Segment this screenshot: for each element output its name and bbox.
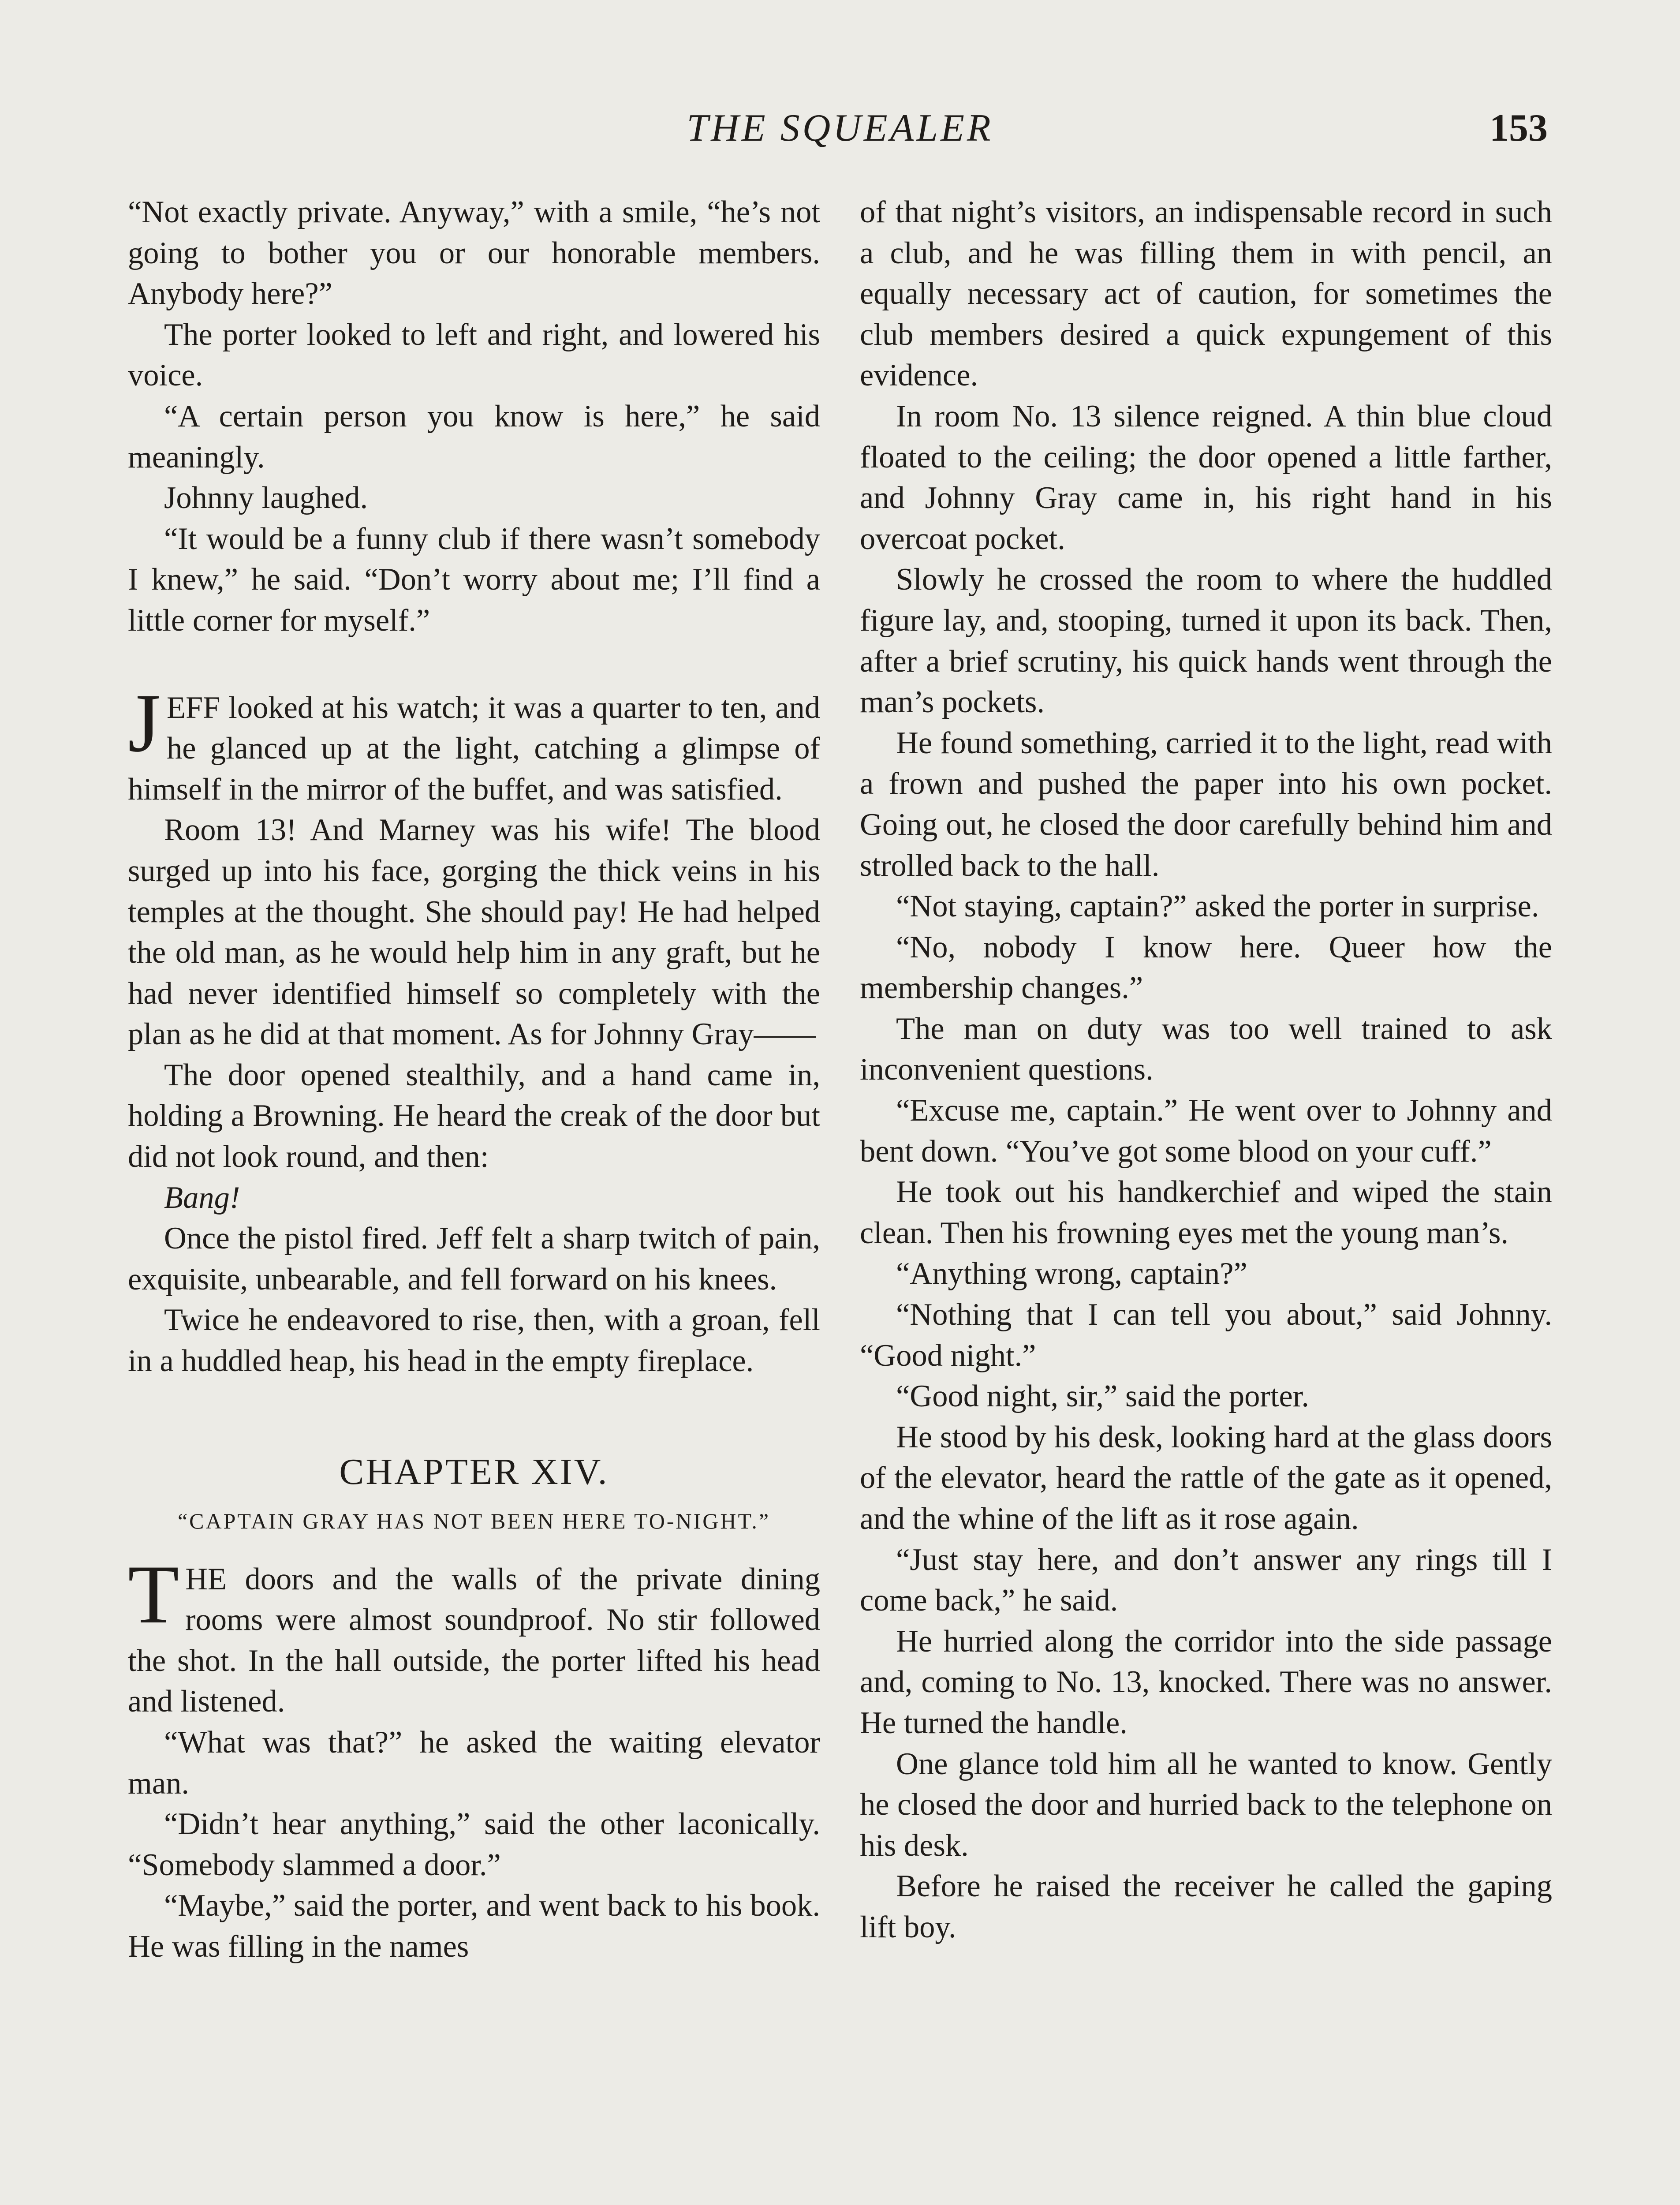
paragraph: Room 13! And Marney was his wife! The blood surged up into his face, gorging the thick veins in his temples at the thought. She should pay! He had helped the old man, as he would help him in any graft, but he had never identified himself so completely with the plan as he did at that moment. As for Johnny Gray——	[128, 813, 820, 1052]
paragraph: He took out his handkerchief and wiped the stain clean. Then his frowning eyes met the young man’s.	[860, 1175, 1552, 1250]
paragraph: “Not staying, captain?” asked the porter in surprise.	[896, 889, 1539, 924]
paragraph: “Anything wrong, captain?”	[896, 1256, 1247, 1291]
paragraph: He found something, carried it to the light, read with a frown and pushed the paper into his own pocket. Going out, he closed the door carefully behind him and strolled back to the hall.	[860, 725, 1552, 883]
paragraph: The door opened stealthily, and a hand came in, holding a Browning. He heard the creak of the door but did not look round, and then:	[128, 1058, 820, 1174]
drop-cap: J	[128, 676, 161, 770]
page-number: 153	[1490, 107, 1548, 149]
paragraph: “Maybe,” said the porter, and went back to his book. He was filling in the names	[128, 1888, 820, 1964]
paragraph: Twice he endeavored to rise, then, with a groan, fell in a huddled heap, his head in the empty fireplace.	[128, 1303, 820, 1379]
page-header	[0, 106, 1680, 168]
paragraph: He stood by his desk, looking hard at the glass doors of the elevator, heard the rattle of the gate as it opened, and the whine of the lift as it rose again.	[860, 1420, 1552, 1536]
running-title: THE SQUEALER	[687, 107, 993, 149]
paragraph: “Nothing that I can tell you about,” said Johnny. “Good night.”	[860, 1297, 1552, 1373]
exclamation-line: Bang!	[164, 1180, 240, 1215]
chapter-heading: CHAPTER XIV.	[339, 1451, 609, 1492]
paragraph: One glance told him all he wanted to know. Gently he closed the door and hurried back to the telephone on his desk.	[860, 1746, 1552, 1863]
paragraph: “Excuse me, captain.” He went over to Johnny and bent down. “You’ve got some blood on your cuff.”	[860, 1093, 1552, 1169]
paragraph: “Just stay here, and don’t answer any rings till I come back,” he said.	[860, 1542, 1552, 1618]
paragraph: “Not exactly private. Anyway,” with a smile, “he’s not going to bother you or our honorable members. Anybody here?”	[128, 195, 820, 311]
paragraph: The man on duty was too well trained to ask inconvenient questions.	[860, 1011, 1552, 1087]
paragraph: Slowly he crossed the room to where the huddled figure lay, and, stooping, turned it upon its back. Then, after a brief scrutiny, his quick hands went through the man’s pockets.	[860, 562, 1552, 720]
paragraph: Johnny laughed.	[164, 481, 368, 516]
paragraph: “What was that?” he asked the waiting elevator man.	[128, 1725, 820, 1801]
left-column	[128, 192, 820, 1967]
chapter-opening-paragraph	[128, 1548, 820, 1722]
paragraph: The porter looked to left and right, and lowered his voice.	[128, 317, 820, 393]
chapter-subtitle: “CAPTAIN GRAY HAS NOT BEEN HERE TO-NIGHT.”	[177, 1508, 771, 1533]
paragraph: “A certain person you know is here,” he said meaningly.	[128, 399, 820, 475]
paragraph: He hurried along the corridor into the side passage and, coming to No. 13, knocked. There was no answer. He turned the handle.	[860, 1624, 1552, 1740]
paragraph: “Good night, sir,” said the porter.	[896, 1379, 1309, 1414]
right-column	[860, 192, 1552, 1948]
paragraph: Before he raised the receiver he called the gaping lift boy.	[860, 1869, 1552, 1944]
drop-cap: T	[128, 1548, 179, 1641]
chapter-opening-text: HE doors and the walls of the private dining rooms were almost soundproof. No stir followed the shot. In the hall outside, the porter lifted his head and listened.	[128, 1562, 820, 1719]
paragraph: “It would be a funny club if there wasn’t somebody I knew,” he said. “Don’t worry about me; I’ll find a little corner for myself.”	[128, 521, 820, 638]
paragraph: Once the pistol fired. Jeff felt a sharp twitch of pain, exquisite, unbearable, and fell forward on his knees.	[128, 1221, 820, 1297]
section-opening-text: EFF looked at his watch; it was a quarter to ten, and he glanced up at the light, catching a glimpse of himself in the mirror of the buffet, and was satisfied.	[128, 690, 820, 807]
paragraph: “Didn’t hear anything,” said the other laconically. “Somebody slammed a door.”	[128, 1807, 820, 1882]
paragraph-continuation: of that night’s visitors, an indispensable record in such a club, and he was filling them in with pencil, an equally necessary act of caution, for sometimes the club members desired a quick expungement of this evidence.	[860, 195, 1552, 393]
paragraph: “No, nobody I know here. Queer how the membership changes.”	[860, 930, 1552, 1005]
section-opening-paragraph	[128, 676, 820, 810]
paragraph: In room No. 13 silence reigned. A thin blue cloud floated to the ceiling; the door opened a little farther, and Johnny Gray came in, his right hand in his overcoat pocket.	[860, 399, 1552, 556]
